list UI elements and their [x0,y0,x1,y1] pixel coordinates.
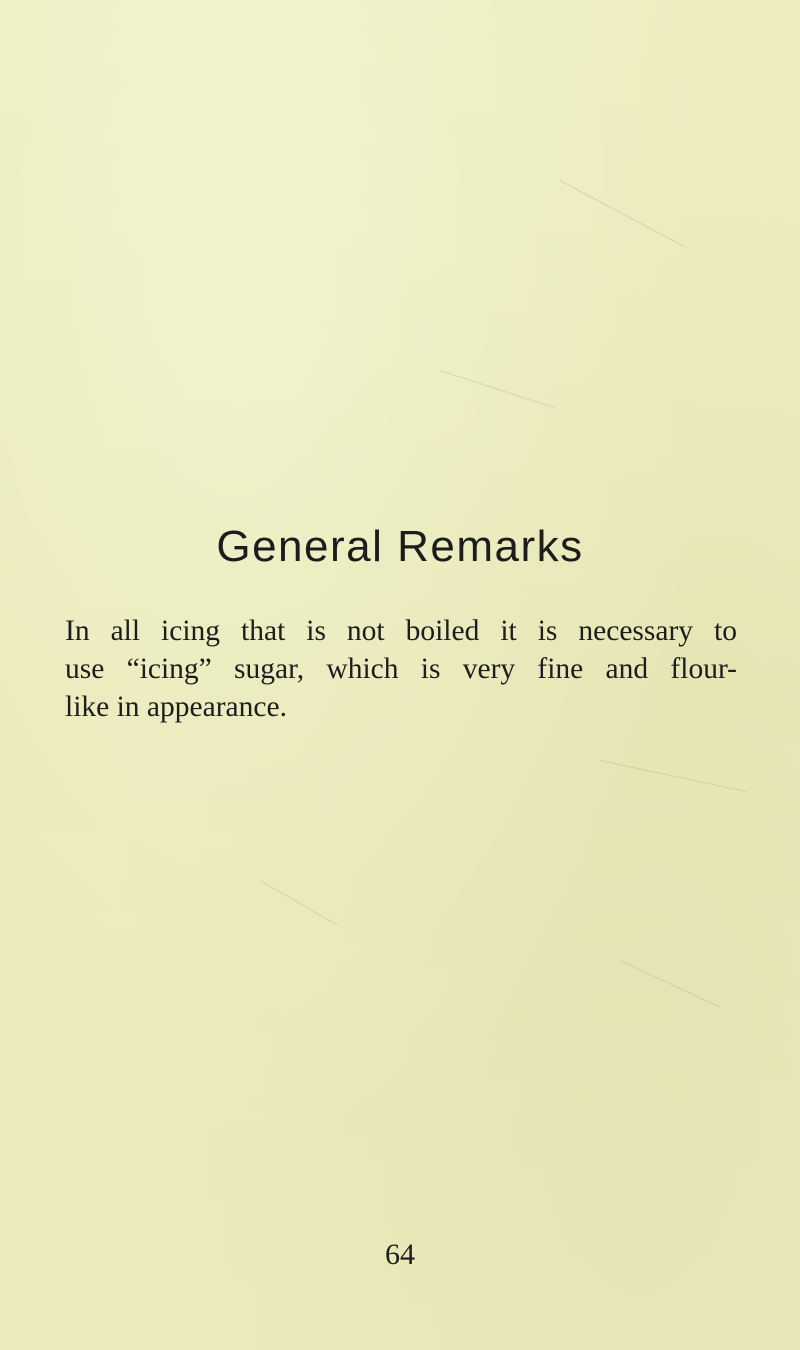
paper-crease [260,880,338,926]
page-heading: General Remarks [216,522,584,571]
page-number: 64 [385,1238,415,1271]
body-paragraph [65,612,737,726]
paper-crease [560,180,684,247]
paper-crease [440,370,554,408]
paragraph-line: use “icing” sugar, which is very fine and flour- [65,653,737,685]
paragraph-line: In all icing that is not boiled it is necessary to [65,615,737,647]
paper-crease [600,760,747,792]
paragraph-line: like in appearance. [65,691,287,723]
paper-crease [620,960,720,1007]
